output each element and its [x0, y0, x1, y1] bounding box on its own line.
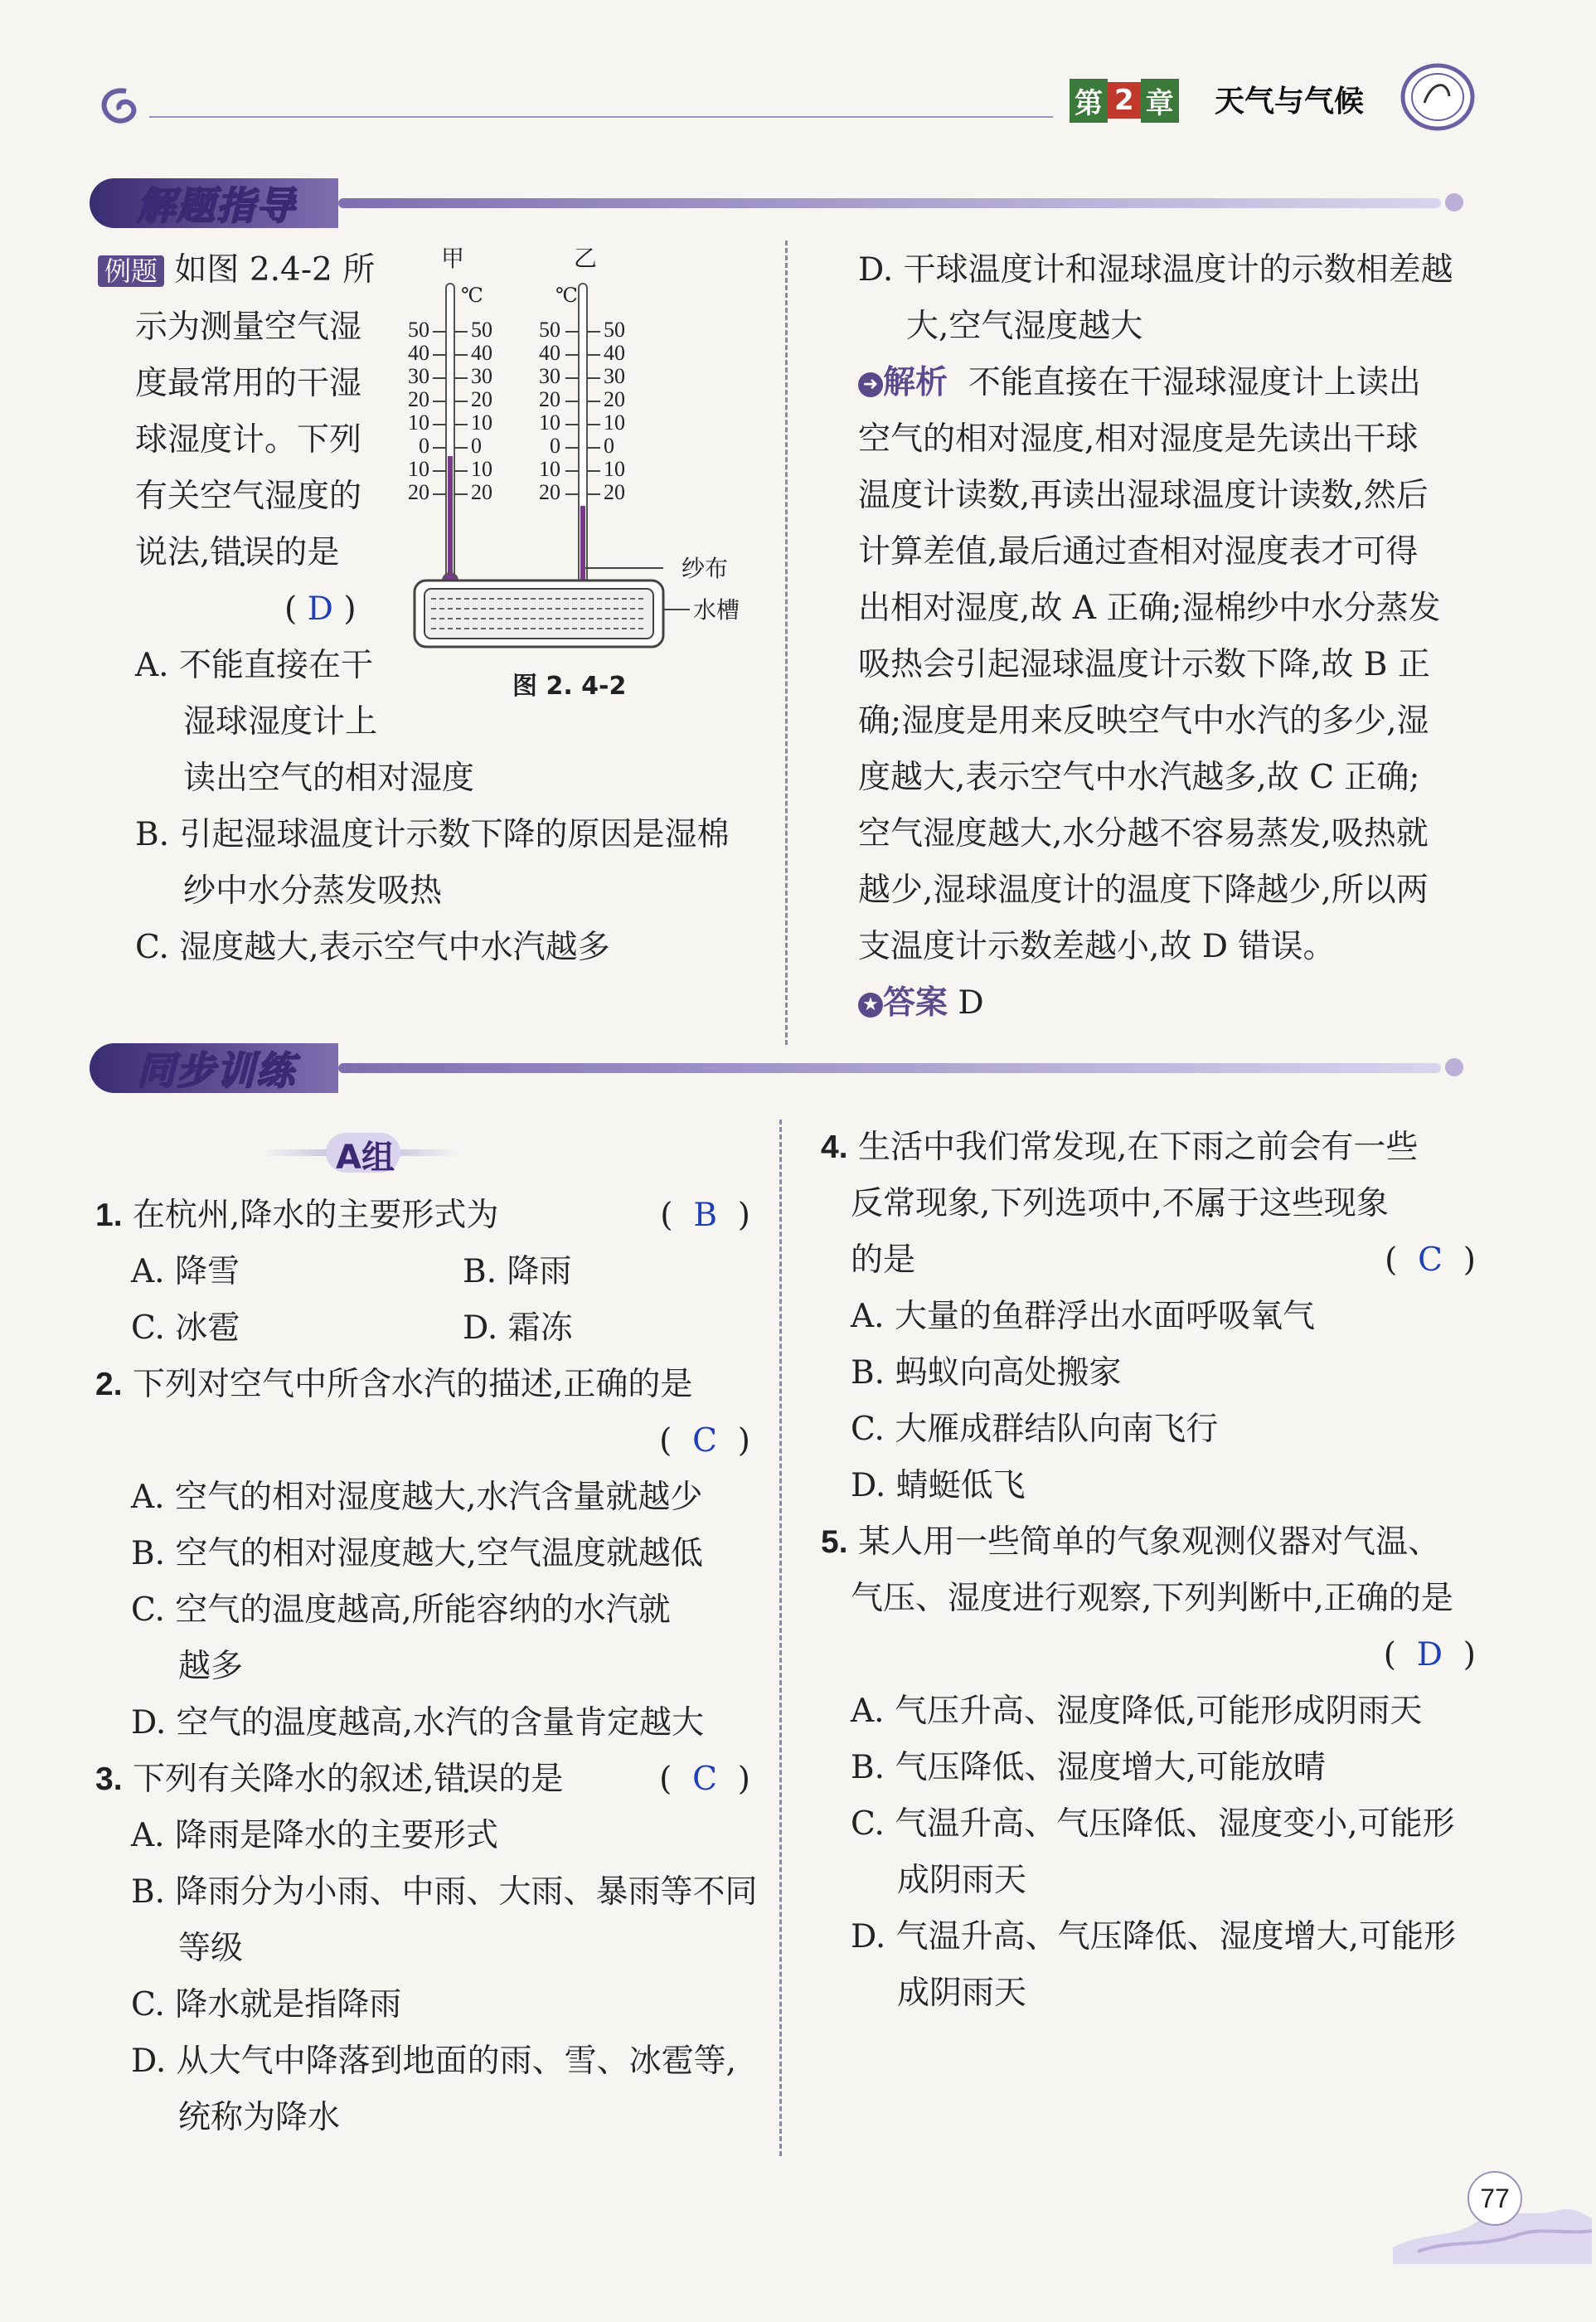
- q4-option-a: A. 大量的鱼群浮出水面呼吸氧气: [851, 1298, 1315, 1335]
- analysis-arrow-icon: ➜: [858, 372, 883, 397]
- q3-option-b-cont: 等级: [178, 1930, 244, 1967]
- q1-options-row-1: [95, 1244, 750, 1300]
- analysis-line-8: 度越大,表示空气中水汽越多,故 C 正确;: [858, 759, 1420, 796]
- analysis-line-2: 空气的相对湿度,相对湿度是先读出干球: [858, 420, 1419, 458]
- column-divider-top: [785, 240, 788, 1045]
- answer-star-icon: ★: [858, 993, 883, 1018]
- q4-emphasis: 不属于: [1162, 1185, 1259, 1222]
- option-a-line-2: 湿球湿度计上: [183, 703, 378, 741]
- q3-emphasis: 错误: [434, 1761, 499, 1798]
- q4-number: 4.: [821, 1129, 848, 1165]
- q4-answer: C: [1418, 1241, 1443, 1279]
- example-tag: 例题: [98, 255, 164, 287]
- analysis-line-5: 出相对湿度,故 A 正确;湿棉纱中水分蒸发: [858, 590, 1441, 627]
- q4-option-b: B. 蚂蚁向高处搬家: [851, 1354, 1122, 1392]
- q5-answer: D: [1416, 1636, 1443, 1673]
- option-a-line-3: 读出空气的相对湿度: [183, 760, 475, 797]
- option-a-line-1: A. 不能直接在干: [135, 647, 373, 684]
- q5-option-a: A. 气压升高、湿度降低,可能形成阴雨天: [851, 1693, 1423, 1730]
- q3-option-d: D. 从大气中降落到地面的雨、雪、冰雹等,: [131, 2043, 737, 2080]
- stem-line-4: 球湿度计。下列: [135, 421, 362, 459]
- label-jia: 甲: [441, 245, 465, 272]
- label-gauze: 纱布: [682, 555, 729, 582]
- q2-option-a: A. 空气的相对湿度越大,水汽含量就越少: [131, 1479, 703, 1516]
- q5-option-c-cont: 成阴雨天: [897, 1862, 1027, 1899]
- scale-yi-left: 50 40 30 20 10 0 10 20: [539, 318, 560, 504]
- stem-line-3: 度最常用的干湿: [135, 365, 362, 402]
- q4-stem-line-1: 4. 生活中我们常发现,在下雨之前会有一些: [821, 1129, 1419, 1166]
- q2-answer-paren: ( C ): [659, 1422, 750, 1460]
- analysis-line-4: 计算差值,最后通过查相对湿度表才可得: [858, 533, 1419, 571]
- q5-stem-line-1: 5. 某人用一些简单的气象观测仪器对气温、: [821, 1523, 1440, 1561]
- q3-stem: 3. 下列有关降水的叙述,错误的是 ( C ): [95, 1751, 750, 1808]
- option-d-line-2: 大,空气湿度越大: [906, 308, 1143, 345]
- q2-option-c: C. 空气的温度越高,所能容纳的水汽就: [131, 1591, 671, 1629]
- q4-stem-line-3: 的是 ( C ): [821, 1232, 1476, 1289]
- group-a-banner: [261, 1129, 460, 1176]
- stem-line-2: 示为测量空气湿: [135, 308, 362, 346]
- q4-option-c: C. 大雁成群结队向南飞行: [851, 1411, 1219, 1448]
- section-practice-bar: [90, 1043, 1474, 1093]
- q2-stem: 2. 下列对空气中所含水汽的描述,正确的是: [95, 1366, 693, 1403]
- q1-option-d: D. 霜冻: [463, 1309, 573, 1347]
- hygrometer-figure: [390, 240, 771, 705]
- analysis-line-10: 越少,湿球温度计的温度下降越少,所以两: [858, 872, 1429, 909]
- stem-line-5: 有关空气湿度的: [135, 478, 362, 515]
- q3-option-c: C. 降水就是指降雨: [131, 1986, 402, 2023]
- q2-number: 2.: [95, 1367, 123, 1402]
- section-practice-title: 同步训练: [137, 1048, 296, 1093]
- analysis-line-11: 支温度计示数差越小,故 D 错误。: [858, 928, 1336, 965]
- q3-number: 3.: [95, 1761, 123, 1797]
- q2-option-c-cont: 越多: [178, 1648, 244, 1685]
- section-guide-title: 解题指导: [137, 183, 296, 228]
- q4-option-d: D. 蜻蜓低飞: [851, 1467, 1026, 1504]
- q5-option-d: D. 气温升高、气压降低、湿度增大,可能形: [851, 1918, 1457, 1955]
- q1-answer: B: [693, 1197, 717, 1234]
- option-c: C. 湿度越大,表示空气中水汽越多: [135, 929, 610, 966]
- stem-emphasis: 错误: [210, 534, 275, 571]
- q5-option-c: C. 气温升高、气压降低、湿度变小,可能形: [851, 1805, 1455, 1843]
- q1-option-c: C. 冰雹: [131, 1309, 240, 1347]
- option-b-line-2: 纱中水分蒸发吸热: [183, 872, 443, 910]
- option-d-line-1: D. 干球温度计和湿球温度计的示数相差越: [858, 251, 1453, 289]
- header-rule: [149, 116, 1053, 118]
- answer-value: D: [958, 984, 984, 1022]
- analysis-line-3: 温度计读数,再读出湿球温度计读数,然后: [858, 477, 1429, 514]
- q5-number: 5.: [821, 1524, 848, 1560]
- stem-line-1: 如图 2.4-2 所: [174, 251, 376, 289]
- analysis-line-7: 确;湿度是用来反映空气中水汽的多少,湿: [858, 702, 1429, 740]
- chapter-prefix: 第: [1070, 79, 1108, 123]
- unit-jia: ℃: [461, 284, 483, 307]
- q2-option-d: D. 空气的温度越高,水汽的含量肯定越大: [131, 1704, 705, 1742]
- option-b-line-1: B. 引起湿球温度计示数下降的原因是湿棉: [135, 816, 730, 853]
- q2-answer: C: [692, 1422, 717, 1460]
- analysis-line-1: ➜ 解析 不能直接在干湿球湿度计上读出: [858, 355, 1453, 411]
- q4-stem-line-2: 反常现象,下列选项中,不属于这些现象: [851, 1185, 1389, 1222]
- section-guide-bar: [90, 178, 1474, 228]
- answer-label: 答案: [883, 984, 948, 1022]
- q1-option-a: A. 降雪: [131, 1253, 240, 1290]
- q2-option-b: B. 空气的相对湿度越大,空气温度就越低: [131, 1535, 703, 1572]
- scale-yi-right: 50 40 30 20 10 0 10 20: [604, 318, 625, 504]
- column-divider-bottom: [779, 1120, 782, 2156]
- stem-line-6: 说法,错误的是: [135, 534, 340, 571]
- q5-option-d-cont: 成阴雨天: [897, 1975, 1027, 2012]
- answer-line: [858, 975, 1453, 1032]
- q5-option-b: B. 气压降低、湿度增大,可能放晴: [851, 1749, 1326, 1786]
- chapter-number: 2: [1108, 82, 1141, 119]
- q3-option-a: A. 降雨是降水的主要形式: [131, 1817, 498, 1854]
- page-number-circle: [1467, 2171, 1522, 2226]
- page-number: 77: [1480, 2184, 1510, 2213]
- questions-left: [95, 1188, 758, 2146]
- q3-option-b: B. 降雨分为小雨、中雨、大雨、暴雨等不同: [131, 1873, 758, 1911]
- q3-option-d-cont: 统称为降水: [178, 2099, 341, 2136]
- q1-option-b: B. 降雨: [463, 1253, 572, 1290]
- example-right-column: [858, 242, 1453, 1032]
- analysis-label: 解析: [883, 364, 948, 401]
- chapter-badge: [1070, 80, 1179, 121]
- label-trough: 水槽: [693, 596, 740, 624]
- group-a-title: A组: [336, 1139, 395, 1177]
- analysis-line-9: 空气湿度越大,水分越不容易蒸发,吸热就: [858, 815, 1429, 853]
- q5-answer-paren: ( D ): [1383, 1636, 1476, 1673]
- analysis-line-6: 吸热会引起湿球温度计示数下降,故 B 正: [858, 646, 1430, 683]
- q1-options-row-2: [95, 1300, 750, 1357]
- header-swirl-icon: [93, 83, 151, 136]
- chapter-title: 天气与气候: [1215, 85, 1365, 119]
- label-yi: 乙: [574, 245, 598, 272]
- q5-stem-line-2: 气压、湿度进行观察,下列判断中,正确的是: [851, 1580, 1453, 1617]
- example-answer-paren: ( D ): [284, 590, 357, 628]
- q4-answer-paren: ( C ): [1385, 1241, 1476, 1279]
- q1-answer-paren: ( B ): [660, 1197, 750, 1234]
- questions-right: [821, 1120, 1476, 2022]
- scale-jia-right: 50 40 30 20 10 0 10 20: [471, 318, 492, 504]
- q1-number: 1.: [95, 1197, 123, 1233]
- scale-jia-left: 50 40 30 20 10 0 10 20: [408, 318, 429, 504]
- q1-stem: 1. 在杭州,降水的主要形式为 ( B ): [95, 1188, 750, 1244]
- q3-answer-paren: ( C ): [659, 1761, 750, 1798]
- example-answer: D: [307, 590, 333, 628]
- logo-seal-icon: [1400, 63, 1476, 134]
- chapter-suffix: 章: [1141, 79, 1179, 123]
- unit-yi: ℃: [555, 284, 578, 307]
- figure-caption: 图 2. 4-2: [512, 672, 627, 701]
- q3-answer: C: [692, 1761, 717, 1798]
